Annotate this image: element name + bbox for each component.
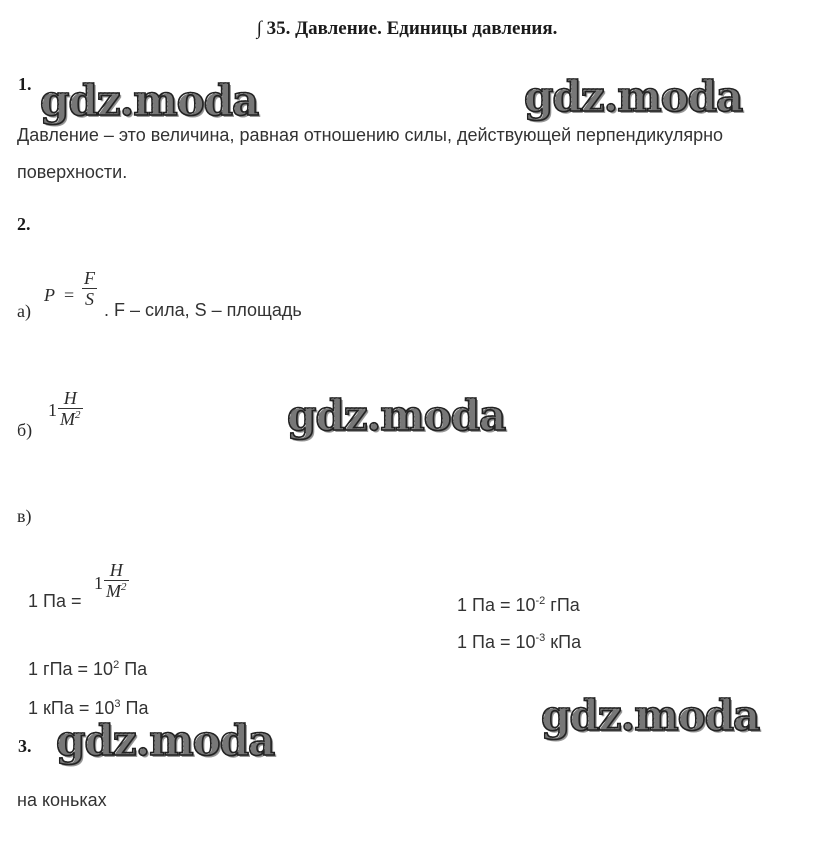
fraction-denominator: $M^2$ bbox=[60, 409, 81, 429]
question-1-number: 1. bbox=[18, 74, 32, 94]
question-3-number: 3. bbox=[18, 736, 32, 756]
question-2-number: 2. bbox=[17, 214, 31, 234]
question-3-answer: на коньках bbox=[17, 790, 107, 810]
fraction-numerator: H bbox=[58, 388, 83, 409]
pascal-definition-lhs: 1 Па = bbox=[28, 591, 82, 611]
watermark-logo: gdz.moda bbox=[541, 691, 760, 740]
fraction-numerator: F bbox=[84, 268, 95, 288]
force-over-area-fraction bbox=[82, 268, 97, 309]
fraction-denominator: S bbox=[85, 289, 94, 309]
watermark-logo: gdz.moda bbox=[56, 716, 275, 765]
pascal-to-hectopascal: 1 Па = $10^{-2}$ гПа bbox=[457, 595, 580, 615]
watermark-logo: gdz.moda bbox=[524, 72, 743, 121]
question-2b-label: б) bbox=[17, 420, 33, 440]
question-2c-label: в) bbox=[17, 506, 32, 526]
newton-per-square-meter-fraction bbox=[58, 388, 83, 429]
watermark-logo: gdz.moda bbox=[40, 76, 259, 125]
fraction-denominator: $M^2$ bbox=[106, 581, 127, 601]
question-2a-explanation: . F – сила, S – площадь bbox=[104, 300, 302, 320]
equals-sign: = bbox=[64, 285, 75, 305]
pressure-symbol: P bbox=[44, 285, 55, 305]
section-title: ∫ 35. Давление. Единицы давления. bbox=[256, 18, 558, 39]
kilopascal-to-pascal: 1 кПа = $10^3$ Па bbox=[28, 698, 149, 718]
pascal-fraction bbox=[104, 560, 129, 601]
question-1-answer-line-2: поверхности. bbox=[17, 162, 128, 182]
question-1-answer-line-1: Давление – это величина, равная отношению силы, действующей перпендикулярно bbox=[17, 125, 724, 145]
question-2a-label: а) bbox=[17, 301, 31, 321]
watermark-logo: gdz.moda bbox=[287, 391, 506, 440]
fraction-numerator: H bbox=[104, 560, 129, 581]
hectopascal-to-pascal: 1 гПа = $10^2$ Па bbox=[28, 659, 148, 679]
pascal-coefficient: 1 bbox=[94, 573, 103, 593]
unit-coefficient: 1 bbox=[48, 400, 57, 420]
pascal-to-kilopascal: 1 Па = $10^{-3}$ кПа bbox=[457, 632, 582, 652]
